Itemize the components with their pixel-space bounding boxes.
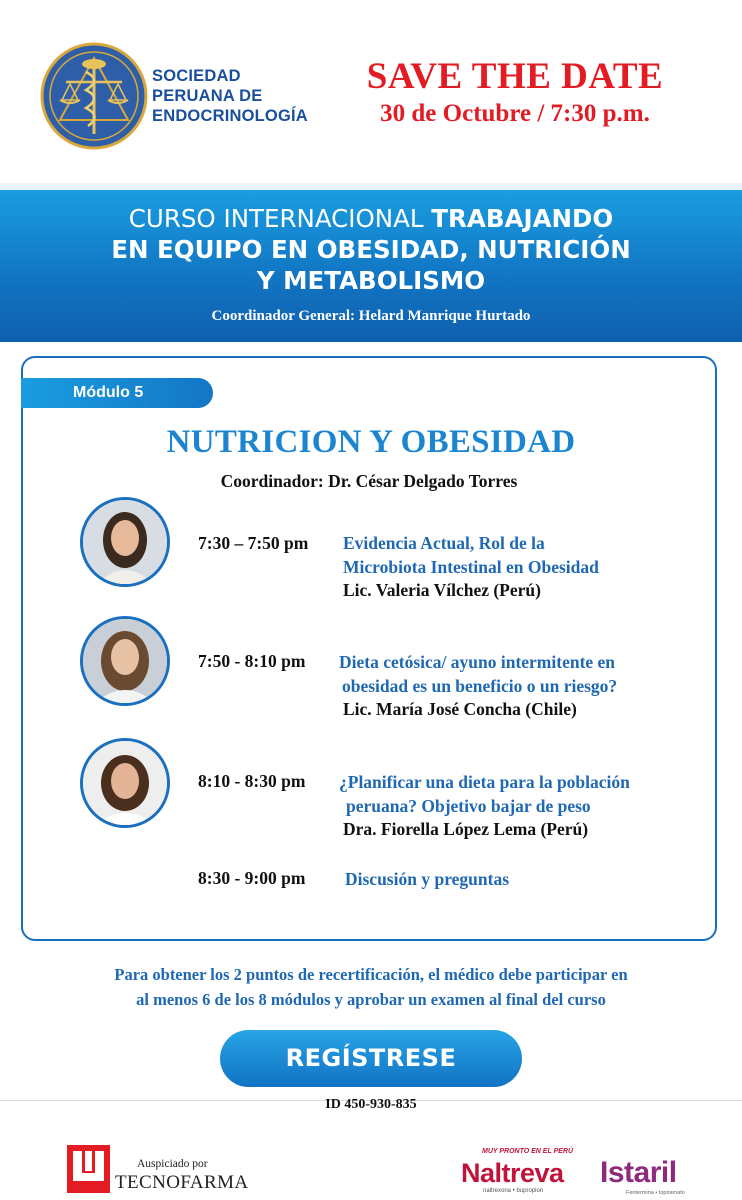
speaker-photo	[80, 738, 170, 828]
society-name	[152, 66, 308, 126]
event-date-time: 30 de Octubre / 7:30 p.m.	[380, 100, 650, 127]
tecnofarma-logo	[67, 1145, 110, 1193]
session-speaker: Lic. Valeria Vílchez (Perú)	[343, 580, 541, 600]
society-line: ENDOCRINOLOGÍA	[152, 107, 308, 125]
speaker-photo	[80, 616, 170, 706]
session-title-line: ¿Planificar una dieta para la población	[339, 772, 630, 792]
naltreva-subtitle: naltrexona • bupropion	[483, 1188, 544, 1194]
society-line: PERUANA DE	[152, 87, 263, 105]
session-title-line: Evidencia Actual, Rol de la	[343, 533, 545, 553]
session-title-line: obesidad es un beneficio o un riesgo?	[342, 676, 618, 696]
module-coordinator: Coordinador: Dr. César Delgado Torres	[220, 471, 518, 491]
session-title-line: Microbiota Intestinal en Obesidad	[343, 557, 599, 577]
recertification-note	[0, 962, 742, 1012]
istaril-subtitle: Fentermina • topiramato	[626, 1190, 685, 1196]
module-label: Módulo 5	[21, 378, 213, 408]
course-title-line: EN EQUIPO EN OBESIDAD, NUTRICIÓN	[111, 235, 631, 264]
course-prefix: CURSO INTERNACIONAL	[128, 204, 432, 233]
general-coordinator: Coordinador General: Helard Manrique Hurtado	[211, 308, 531, 324]
session-speaker: Dra. Fiorella López Lema (Perú)	[343, 819, 589, 839]
session-title	[339, 650, 617, 698]
sponsor-label: Auspiciado por	[137, 1158, 208, 1170]
course-title	[0, 203, 742, 296]
session-time: 8:10 - 8:30 pm	[198, 771, 306, 791]
meeting-id: ID 450-930-835	[325, 1097, 417, 1112]
course-title-line: Y METABOLISMO	[256, 266, 486, 295]
society-logo	[40, 42, 148, 150]
register-button[interactable]: REGÍSTRESE	[220, 1030, 522, 1087]
banner-top-line	[0, 183, 742, 190]
note-line: al menos 6 de los 8 módulos y aprobar un examen al final del curso	[136, 990, 606, 1009]
session-time: 7:30 – 7:50 pm	[198, 533, 309, 553]
coming-soon-label: MUY PRONTO EN EL PERÚ	[482, 1148, 574, 1155]
session-title: Discusión y preguntas	[345, 869, 510, 889]
speaker-photo	[80, 497, 170, 587]
session-title-line: Dieta cetósica/ ayuno intermitente en	[339, 652, 616, 672]
society-line: SOCIEDAD	[152, 67, 241, 85]
session-speaker: Lic. María José Concha (Chile)	[343, 699, 577, 719]
istaril-logo: Istaril	[600, 1156, 677, 1189]
session-time: 7:50 - 8:10 pm	[198, 651, 306, 671]
session-time: 8:30 - 9:00 pm	[198, 868, 306, 888]
session-title	[339, 770, 630, 818]
save-the-date-block	[335, 56, 695, 130]
session-title-line: peruana? Objetivo bajar de peso	[346, 796, 591, 816]
session-title	[343, 531, 599, 579]
course-title-line: TRABAJANDO	[431, 204, 614, 233]
sponsor-name: TECNOFARMA	[115, 1172, 249, 1193]
note-line: Para obtener los 2 puntos de recertificación, el médico debe participar en	[114, 965, 628, 984]
naltreva-logo: Naltreva	[461, 1158, 564, 1188]
save-the-date-heading: SAVE THE DATE	[366, 56, 664, 97]
module-title: NUTRICION Y OBESIDAD	[166, 424, 576, 460]
